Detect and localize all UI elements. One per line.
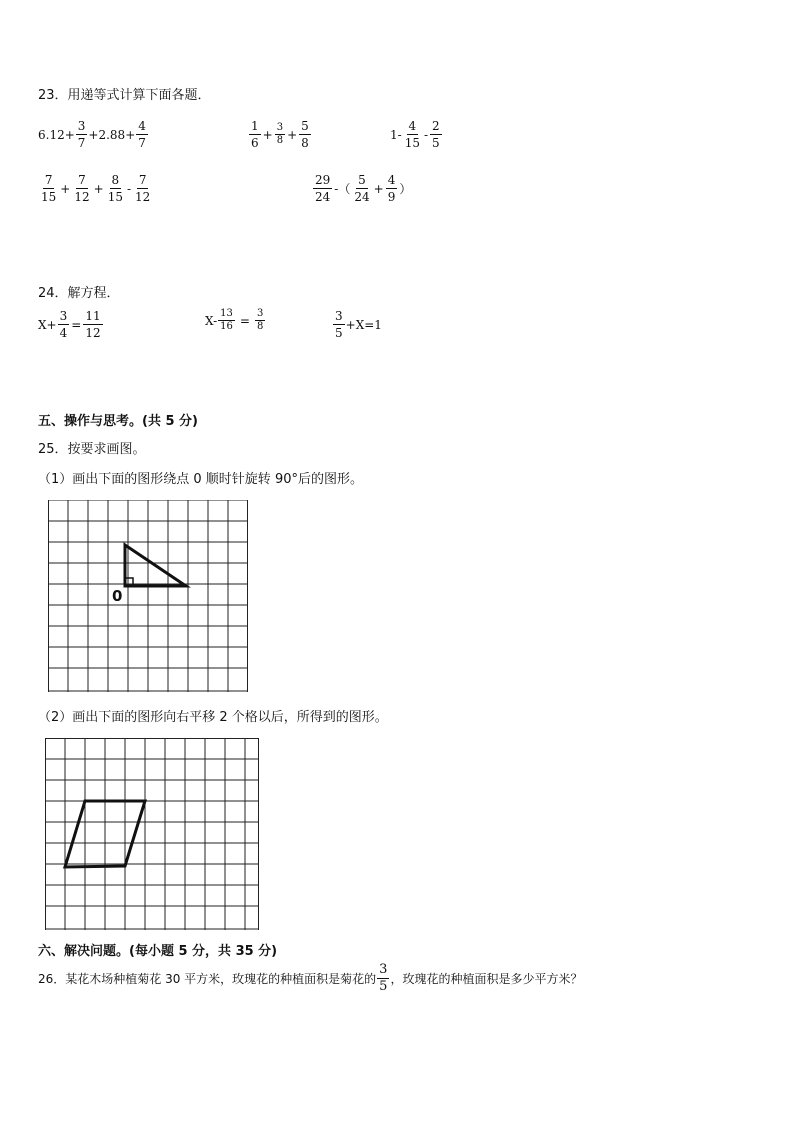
q23-expression-2 [248,118,312,151]
fraction: $\frac{13}{16}$ [220,308,233,332]
fraction: $\frac{4}{7}$ [138,119,146,150]
grid-rotation [48,500,248,692]
operator: = [71,317,82,332]
fraction: $\frac{5}{8}$ [301,119,309,150]
q25-part-2: （2）画出下面的图形向右平移 2 个格以后，所得到的图形。 [38,710,388,725]
expr-text: +2.88+ [88,127,136,142]
triangle-shape [125,545,186,586]
fraction: 7 12 [135,173,151,204]
operator: + [373,181,384,196]
fraction: 1 6 [251,119,259,150]
fraction: $\frac{4}{9}$ [387,173,396,204]
q24-equation-1 [38,308,104,341]
point-o-label: 0 [112,587,123,605]
q26-text-after: ，玫瑰花的种植面积是多少平方米？ [390,972,583,986]
q26-text-before: 26．某花木场种植菊花 30 平方米，玫瑰花的种植面积是菊花的 [38,972,377,986]
q24-title: 24．解方程． [38,286,120,301]
fraction: $\frac{3}{8}$ [256,308,264,332]
operator: + [60,181,71,196]
fraction: $\frac{7}{12}$ [74,173,90,204]
section-5-title: 五、操作与思考。(共 5 分) [38,414,198,429]
operator: + [262,127,273,142]
grid-translation [45,738,259,930]
fraction: $\frac{8}{15}$ [107,173,123,204]
expr-text: 6.12+ [38,127,75,142]
expr-text: 1- [390,127,402,142]
section-6-title: 六、解决问题。(每小题 5 分，共 35 分) [38,944,278,959]
fraction: 3 5 [379,962,388,994]
grid-translation-svg [45,738,259,930]
q23-expression-3 [390,118,443,151]
fraction: 29 24 [315,173,331,204]
q24-equation-2 [205,308,266,333]
fraction: $\frac{11}{12}$ [85,309,101,340]
fraction: 7 15 [41,173,57,204]
q23-title: 23．用递等式计算下面各题． [38,88,211,103]
fraction: 3 5 [335,309,343,340]
expr-text: +X=1 [345,317,382,332]
fraction: $\frac{3}{8}$ [276,122,284,146]
operator: = [239,313,250,328]
operator: ） [399,182,412,196]
fraction: 5 24 [354,173,370,204]
grid-rotation-svg [48,500,248,692]
q26-question [38,962,582,995]
fraction: $\frac{3}{7}$ [77,119,86,150]
q23-expression-1 [38,118,149,151]
fraction: 4 15 [404,119,420,150]
q25-title: 25．按要求画图。 [38,442,146,457]
operator: + [287,127,298,142]
operator: - [423,127,429,142]
expr-text: X- [205,313,218,328]
q25-part-1: （1）画出下面的图形绕点 0 顺时针旋转 90°后的图形。 [38,472,363,487]
q24-equation-3 [332,308,382,341]
expr-text: X+ [38,317,57,332]
operator: + [93,181,104,196]
fraction: 2 5 [432,119,440,150]
operator: - [126,181,132,196]
fraction: $\frac{3}{4}$ [59,309,68,340]
operator: -（ [334,182,351,196]
q23-expression-5 [312,172,412,205]
q23-expression-4 [38,172,153,205]
